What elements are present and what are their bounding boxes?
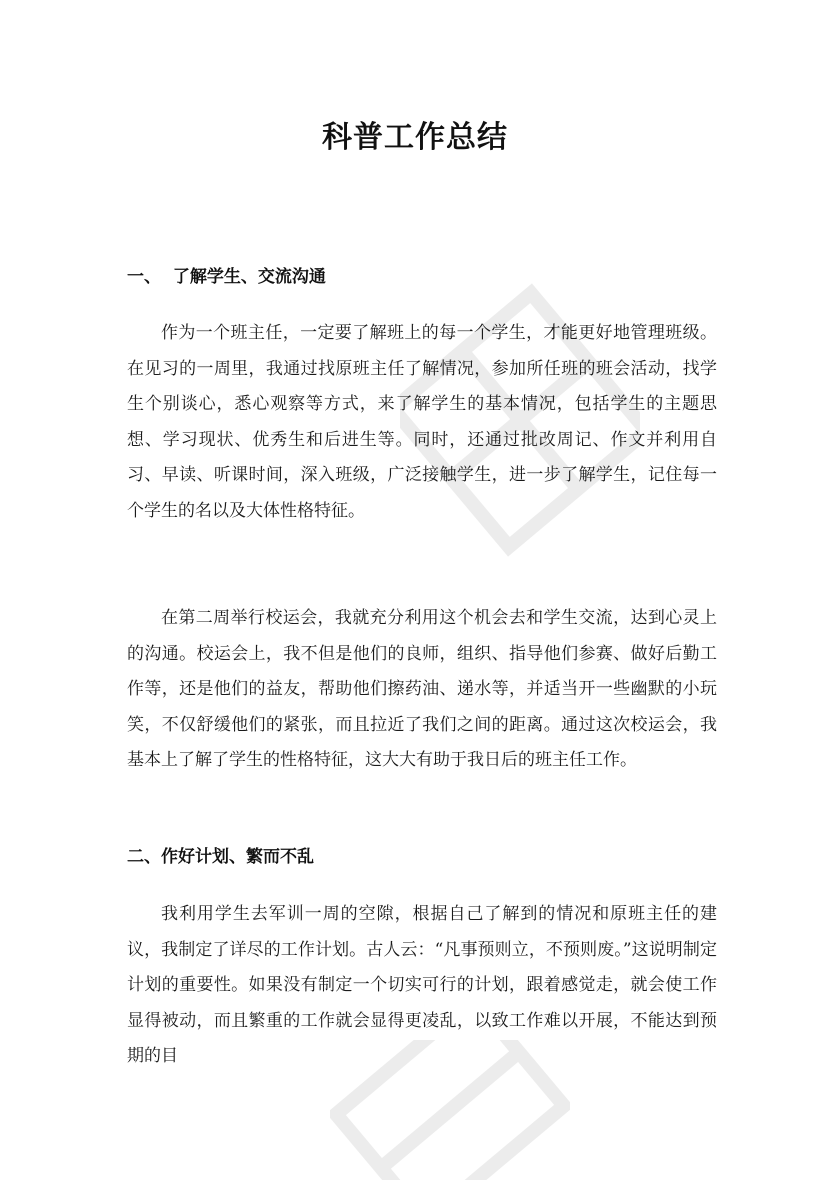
section-1-paragraph-1: 作为一个班主任，一定要了解班上的每一个学生，才能更好地管理班级。在见习的一周里，我通过找原班主任了解情况，参加所任班的班会活动，找学生个别谈心，悉心观察等方式，来了解学生的基本情况，包括学生的主题思想、学习现状、优秀生和后进生等。同时，还通过批改周记、作文并利用自习、早读、听课时间，深入班级，广泛接触学生，进一步了解学生，记住每一个学生的名以及大体性格特征。	[127, 323, 717, 521]
section-heading-2: 二、作好计划、繁而不乱	[127, 847, 314, 867]
section-1-paragraph-2: 在第二周举行校运会，我就充分利用这个机会去和学生交流，达到心灵上的沟通。校运会上，我不但是他们的良师，组织、指导他们参赛、做好后勤工作等，还是他们的益友，帮助他们擦药油、递水等，并适当开一些幽默的小玩笑，不仅舒缓他们的紧张，而且拉近了我们之间的距离。通过这次校运会，我基本上了解了学生的性格特征，这大大有助于我日后的班主任工作。	[127, 608, 717, 770]
section-heading-1: 一、 了解学生、交流沟通	[127, 267, 326, 287]
section-2-paragraph-1: 我利用学生去军训一周的空隙，根据自己了解到的情况和原班主任的建议，我制定了详尽的工作计划。古人云：“凡事预则立，不预则废。”这说明制定计划的重要性。如果没有制定一个切实可行的计划，跟着感觉走，就会使工作显得被动，而且繁重的工作就会显得更凌乱，以致工作难以开展，不能达到预期的目	[127, 904, 717, 1066]
document-title: 科普工作总结	[322, 120, 508, 155]
